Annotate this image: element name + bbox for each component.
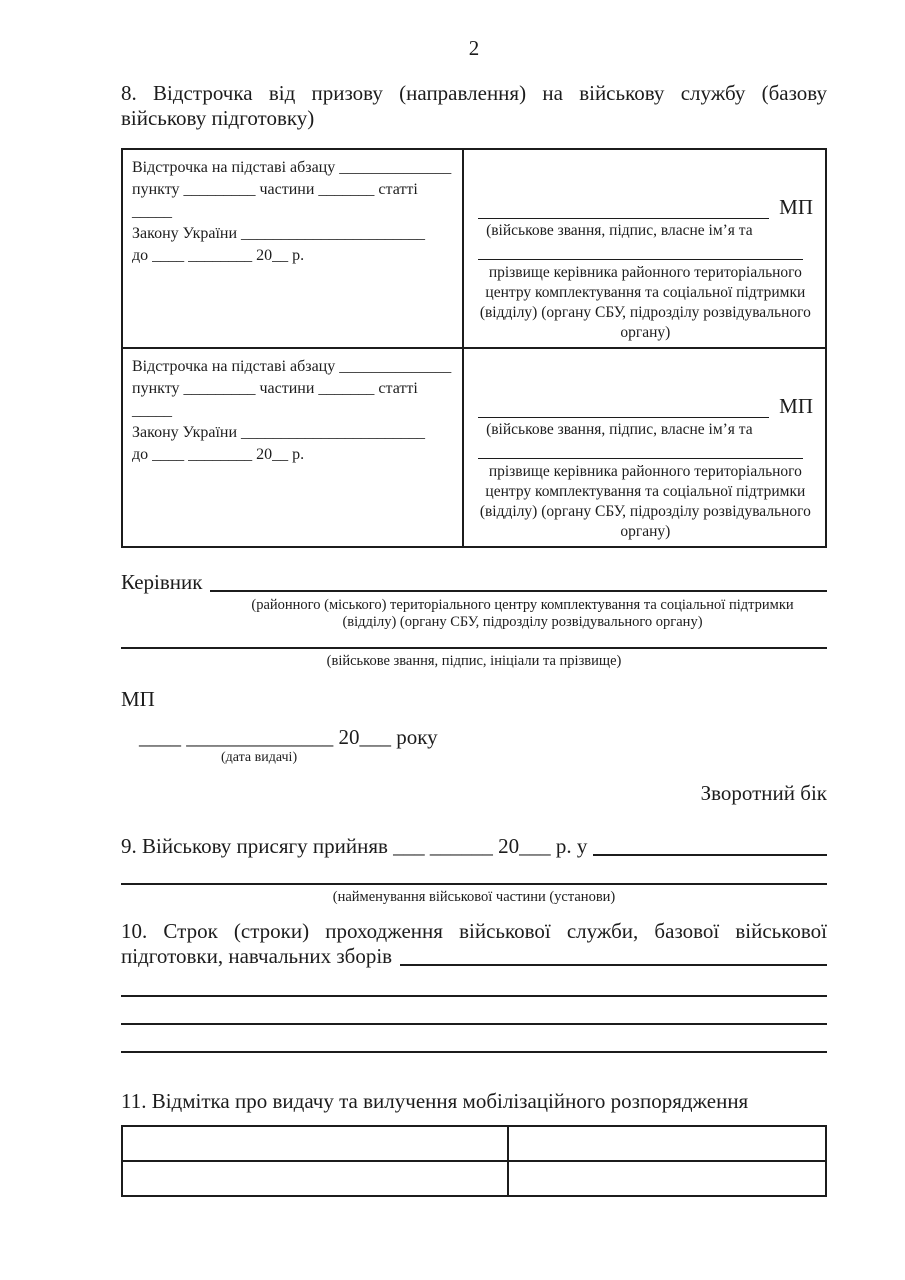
signature-caption-top: (військове звання, підпис, власне ім’я та: [486, 421, 753, 438]
deferment-basis-cell-1: [122, 149, 463, 348]
section9-line: [121, 834, 827, 859]
table-cell: [122, 1161, 508, 1196]
signature-blank-line-2: [478, 259, 803, 260]
section10: [121, 919, 827, 1053]
deferment-row-1: [122, 149, 826, 348]
basis-line: Відстрочка на підставі абзацу ______________: [132, 358, 452, 375]
section10-blank-line: [400, 964, 827, 966]
signature-blank-line-2: [478, 458, 803, 459]
section11-title: 11. Відмітка про видачу та вилучення мобілізаційного розпорядження: [121, 1089, 749, 1113]
basis-line: пункту _________ частини _______ статті _____: [132, 181, 418, 220]
head-blank-line: [210, 590, 827, 592]
head-caption-line2: (відділу) (органу СБУ, підрозділу розвідувального органу): [342, 613, 703, 630]
issue-date-line: ____ ______________ 20___ року: [139, 725, 438, 749]
table-row: [122, 1161, 826, 1196]
section9-text: 9. Військову присягу прийняв ___ ______ 20___ р. у: [121, 834, 588, 858]
stamp-mark: МП: [779, 195, 813, 219]
deferment-signature-cell-2: [463, 348, 826, 547]
basis-line: до ____ ________ 20__ р.: [132, 247, 305, 264]
section8-title-line2: військову підготовку): [121, 106, 315, 130]
stamp-mark: МП: [779, 394, 813, 418]
signature-caption-bottom: прізвище керівника районного територіального центру комплектування та соціальної підтримки (відділу) (органу СБУ, підрозділу розвідувального органу): [479, 264, 811, 341]
head-signature-blank-line: [121, 647, 827, 649]
head-caption: [218, 597, 827, 630]
head-caption-line1: (районного (міського) територіального центру комплектування та соціальної підтримки: [251, 597, 794, 613]
section9-blank-line-2: [121, 883, 827, 885]
signature-line-row: [478, 395, 813, 418]
section9-blank-line: [593, 854, 827, 856]
basis-line: Закону України _______________________: [132, 424, 426, 441]
deferment-signature-cell-1: [463, 149, 826, 348]
head-signature-row: [121, 570, 827, 595]
signature-blank-line: [478, 218, 769, 219]
signature-blank-line: [478, 417, 769, 418]
signature-line-row: [478, 196, 813, 219]
section10-line1: 10. Строк (строки) проходження військової служби, базової військової: [121, 919, 827, 943]
section10-ruled-line-3: [121, 1051, 827, 1053]
basis-line: пункту _________ частини _______ статті _____: [132, 380, 418, 419]
head-signature-caption: (військове звання, підпис, ініціали та прізвище): [326, 653, 622, 669]
deferment-table: [121, 148, 827, 548]
deferment-basis-cell-2: [122, 348, 463, 547]
table-cell: [122, 1126, 508, 1161]
page-number: 2: [468, 36, 480, 60]
section10-ruled-line-2: [121, 1023, 827, 1025]
table-cell: [508, 1161, 826, 1196]
table-row: [122, 1126, 826, 1161]
signature-caption-top: (військове звання, підпис, власне ім’я та: [486, 222, 753, 239]
section10-line2-text: підготовки, навчальних зборів: [121, 944, 393, 968]
reverse-side-note: Зворотний бік: [700, 781, 827, 805]
table-cell: [508, 1126, 826, 1161]
section8-title: [121, 81, 827, 131]
section10-ruled-line-1: [121, 995, 827, 997]
signature-caption-bottom: прізвище керівника районного територіального центру комплектування та соціальної підтримки (відділу) (органу СБУ, підрозділу розвідувального органу): [479, 463, 811, 540]
deferment-row-2: [122, 348, 826, 547]
basis-line: Відстрочка на підставі абзацу ______________: [132, 159, 452, 176]
section10-line2-row: [121, 944, 827, 969]
section9-caption: (найменування військової частини (установи): [332, 889, 616, 905]
mobilization-order-table: [121, 1125, 827, 1197]
head-label: Керівник: [121, 570, 203, 594]
issue-date-caption: (дата видачі): [221, 750, 298, 765]
section8-title-line1: 8. Відстрочка від призову (направлення) на військову службу (базову: [121, 81, 827, 105]
basis-line: до ____ ________ 20__ р.: [132, 446, 305, 463]
basis-line: Закону України _______________________: [132, 225, 426, 242]
stamp-mark: МП: [121, 687, 155, 711]
